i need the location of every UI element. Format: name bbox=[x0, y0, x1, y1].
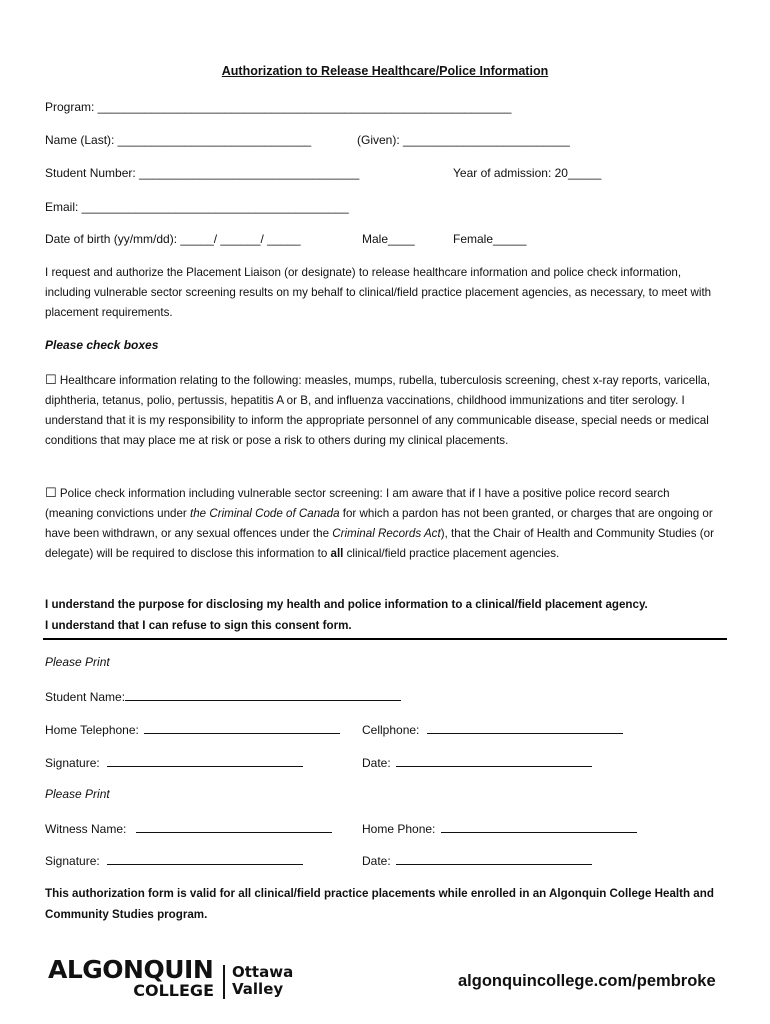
footer-note: This authorization form is valid for all clinical/field practice placements while enrolled in an Algonquin College Health and Community Studies program. bbox=[45, 887, 714, 921]
home-phone-input[interactable] bbox=[441, 820, 637, 833]
date-input-1[interactable] bbox=[396, 754, 592, 767]
home-phone-row bbox=[362, 820, 637, 836]
request-paragraph: I request and authorize the Placement Liaison (or designate) to release healthcare information and police check information, including vulnerable sector screening results on my behalf to clinical/field practice placement agencies, as necessary, to meet with placement requirements. bbox=[45, 266, 712, 319]
form-title: Authorization to Release Healthcare/Police Information bbox=[221, 64, 549, 78]
healthcare-paragraph: Healthcare information relating to the following: measles, mumps, rubella, tuberculosis screening, chest x-ray reports, varicella, diphtheria, tetanus, polio, pertussis, hepatitis A or B, and influenza vaccinations, childhood immunizations and titer serology. I understand that it is my responsibility to inform the appropriate personnel of any communicable disease, special needs or medical conditions that may place me at risk or pose a risk to others during my clinical placements. bbox=[45, 374, 711, 447]
student-number-field[interactable]: Student Number: _________________________________ bbox=[45, 166, 360, 180]
police-checkbox[interactable]: ☐ bbox=[45, 485, 57, 500]
campus-line-2: Valley bbox=[232, 980, 284, 998]
please-print-label: Please Print bbox=[45, 655, 110, 669]
logo-line-1: ALGONQUIN bbox=[48, 955, 214, 984]
police-section bbox=[45, 483, 720, 564]
police-text-3: ), that the Chair of Health and Community Studies (or delegate) will be required to disclose this information to bbox=[45, 527, 714, 560]
witness-name-row bbox=[45, 820, 332, 836]
police-text-4: clinical/field practice placement agencies. bbox=[343, 547, 560, 560]
home-telephone-row bbox=[45, 721, 340, 737]
understand-line-1: I understand the purpose for disclosing my health and police information to a clinical/field placement agency. bbox=[45, 598, 648, 611]
understand-line-2: I understand that I can refuse to sign this consent form. bbox=[45, 619, 352, 632]
section-divider bbox=[43, 638, 727, 640]
year-admission-field[interactable]: Year of admission: 20_____ bbox=[453, 166, 602, 180]
date-label-1: Date: bbox=[362, 756, 391, 770]
program-field[interactable]: Program: ______________________________________________________________ bbox=[45, 100, 512, 114]
home-phone-label: Home Phone: bbox=[362, 822, 436, 836]
date-row-2 bbox=[362, 852, 592, 868]
witness-name-input[interactable] bbox=[136, 820, 332, 833]
home-telephone-label: Home Telephone: bbox=[45, 723, 139, 737]
signature-row-2 bbox=[45, 852, 303, 868]
campus-label bbox=[232, 964, 293, 998]
check-heading: Please check boxes bbox=[45, 338, 159, 352]
all-text: all bbox=[330, 547, 344, 560]
female-field[interactable]: Female_____ bbox=[453, 232, 527, 246]
signature-input-2[interactable] bbox=[107, 852, 303, 865]
student-name-label: Student Name: bbox=[45, 690, 126, 704]
home-telephone-input[interactable] bbox=[144, 721, 340, 734]
logo-line-2: COLLEGE bbox=[133, 981, 214, 1000]
name-given-field[interactable]: (Given): _________________________ bbox=[357, 133, 570, 147]
signature-label-2: Signature: bbox=[45, 854, 100, 868]
date-row-1 bbox=[362, 754, 592, 770]
name-last-field[interactable]: Name (Last): _____________________________ bbox=[45, 133, 312, 147]
logo-divider bbox=[223, 965, 225, 999]
cellphone-row bbox=[362, 721, 623, 737]
campus-line-1: Ottawa bbox=[232, 963, 294, 981]
email-field[interactable]: Email: ________________________________________ bbox=[45, 200, 349, 214]
date-input-2[interactable] bbox=[396, 852, 592, 865]
criminal-code-text: the Criminal Code of Canada bbox=[190, 507, 340, 520]
please-print-label-2: Please Print bbox=[45, 787, 110, 801]
witness-name-label: Witness Name: bbox=[45, 822, 127, 836]
healthcare-section bbox=[45, 370, 720, 451]
cellphone-label: Cellphone: bbox=[362, 723, 420, 737]
cellphone-input[interactable] bbox=[427, 721, 623, 734]
police-text-2: for which a pardon has not been granted, or charges that are ongoing or have been withdrawn, or any sexual offences under the bbox=[45, 507, 713, 540]
date-label-2: Date: bbox=[362, 854, 391, 868]
police-text-1: Police check information including vulnerable sector screening: I am aware that if I have a positive police record search (meaning convictions under bbox=[45, 487, 670, 520]
dob-field[interactable]: Date of birth (yy/mm/dd): _____/ ______/ _____ bbox=[45, 232, 301, 246]
student-name-row bbox=[45, 688, 401, 704]
signature-input-1[interactable] bbox=[107, 754, 303, 767]
male-field[interactable]: Male____ bbox=[362, 232, 415, 246]
website-link[interactable]: algonquincollege.com/pembroke bbox=[458, 972, 716, 990]
criminal-records-act-text: Criminal Records Act bbox=[332, 527, 441, 540]
healthcare-checkbox[interactable]: ☐ bbox=[45, 372, 57, 387]
algonquin-logo bbox=[48, 957, 218, 999]
signature-row-1 bbox=[45, 754, 303, 770]
signature-label-1: Signature: bbox=[45, 756, 100, 770]
student-name-input[interactable] bbox=[125, 688, 401, 701]
